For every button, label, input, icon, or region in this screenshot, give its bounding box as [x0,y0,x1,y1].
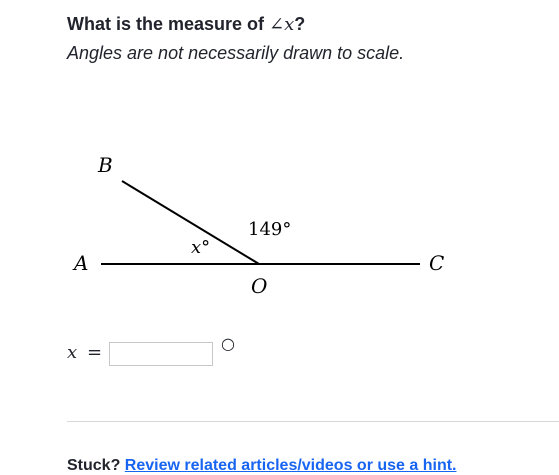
stuck-label: Stuck? [67,457,121,474]
equals-sign: = [87,342,103,363]
point-label-c: C [429,251,445,275]
angle-label-149: 149° [248,219,292,240]
question-title-text: What is the measure of [67,14,270,34]
answer-input[interactable] [109,342,213,366]
help-row [67,457,456,475]
answer-variable: x [67,342,78,363]
degree-symbol: ○ [221,334,235,353]
divider [67,421,559,422]
help-link[interactable]: Review related articles/videos or use a hint. [124,457,457,474]
angle-x-math: ∠x [269,14,295,35]
point-label-b: B [98,153,113,177]
angle-label-x: x° [191,237,211,258]
point-label-a: A [74,251,89,275]
scale-note: Angles are not necessarily drawn to scale. [67,43,405,63]
question-mark: ? [294,14,306,34]
point-label-o: O [251,274,268,298]
